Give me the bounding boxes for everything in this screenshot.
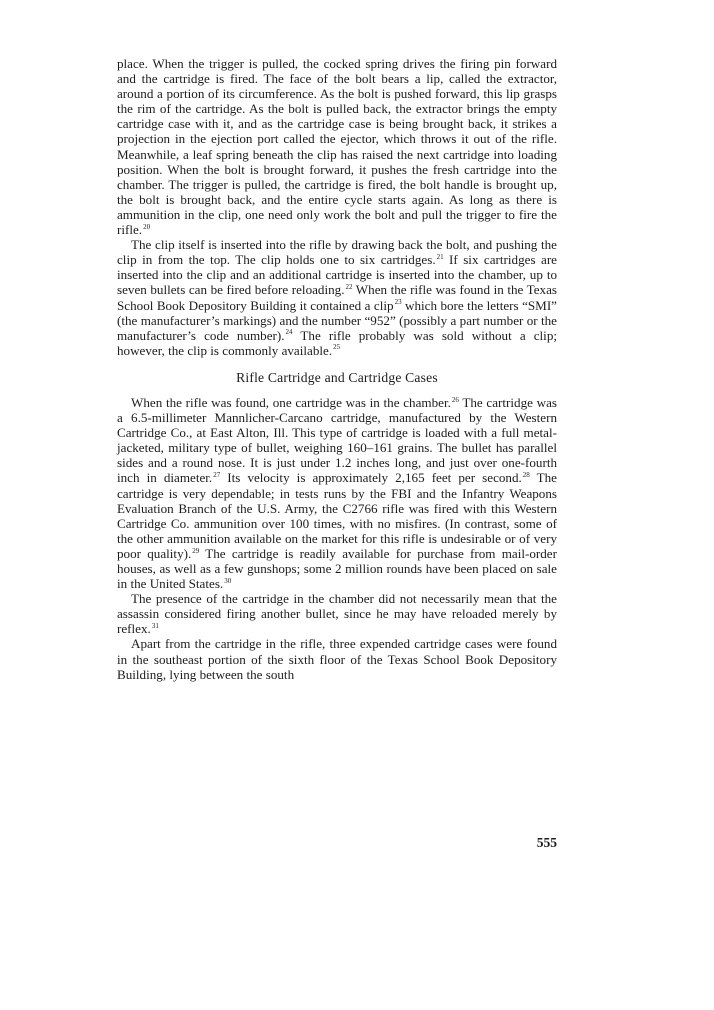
text-segment: place. When the trigger is pulled, the cocked spring drives the firing pin forward and the cartridge is fired. The face of the bolt bears a lip, called the extractor, around a portion of its circumference. As the bolt is pushed forward, this lip grasps the rim of the cartridge. As the bolt is pulled back, the extractor brings the empty cartridge case with it, and as the cartridge case is being brought back, it strikes a projection in the ejection port called the ejector, which throws it out of the rifle. Meanwhile, a leaf spring beneath the clip has raised the next cartridge into loading position. When the bolt is brought forward, it pushes the fresh cartridge into the chamber. The trigger is pulled, the cartridge is fired, the bolt handle is brought up, the bolt is brought back, and the entire cycle starts again. As long as there is ammunition in the clip, one need only work the bolt and pull the trigger to fire the rifle.	[117, 56, 557, 238]
footnote-ref: 26	[451, 395, 459, 404]
footnote-ref: 31	[151, 622, 159, 631]
document-page	[117, 56, 557, 682]
footnote-ref: 20	[143, 222, 151, 231]
footnote-ref: 29	[192, 546, 200, 555]
footnote-ref: 21	[436, 252, 444, 261]
text-segment: Its velocity is approximately 2,165 feet per second.	[220, 470, 522, 486]
text-segment: The cartridge was a 6.5-millimeter Mannlicher-Carcano cartridge, manufactured by the Western Cartridge Co., at East Alton, Ill. This type of cartridge is loaded with a full metal-jacketed, military type of bullet, weighing 160–161 grains. The bullet has parallel sides and a round nose. It is just under 1.2 inches long, and just over one-fourth inch in diameter.	[117, 394, 557, 486]
section-heading: Rifle Cartridge and Cartridge Cases	[236, 369, 438, 385]
text-segment: The cartridge is readily available for purchase from mail-order houses, as well as a few gunshops; some 2 million rounds have been placed on sale in the United States.	[117, 545, 557, 592]
footnote-ref: 24	[285, 328, 293, 337]
text-segment: Apart from the cartridge in the rifle, three expended cartridge cases were found in the southeast portion of the sixth floor of the Texas School Book Depository Building, lying between the south	[117, 636, 557, 682]
footnote-ref: 25	[333, 343, 341, 352]
paragraph-cartridge-in-chamber	[117, 591, 557, 636]
text-segment: The rifle probably was sold without a clip; however, the clip is commonly available.	[117, 327, 558, 358]
page-number: 555	[536, 835, 557, 850]
text-segment: The clip itself is inserted into the rifle by drawing back the bolt, and pushing the clip in from the top. The clip holds one to six cartridges.	[117, 237, 557, 268]
text-segment: When the rifle was found, one cartridge was in the chamber.	[131, 394, 451, 410]
footnote-ref: 22	[345, 283, 353, 292]
paragraph-clip-insertion	[117, 237, 557, 358]
paragraph-expended-cases	[117, 636, 557, 681]
footnote-ref: 23	[394, 298, 402, 307]
text-segment: If six cartridges are inserted into the clip and an additional cartridge is inserted into the chamber, up to seven bullets can be fired before reloading.	[117, 252, 557, 298]
text-segment: The presence of the cartridge in the chamber did not necessarily mean that the assassin considered firing another bullet, since he may have reloaded merely by reflex.	[117, 591, 557, 637]
footnote-ref: 27	[213, 471, 221, 480]
paragraph-rifle-firing-cycle	[117, 56, 557, 237]
paragraph-cartridge-description	[117, 395, 557, 591]
text-segment: The cartridge is very dependable; in tests runs by the FBI and the Infantry Weapons Evaluation Branch of the U.S. Army, the C2766 rifle was fired with this Western Cartridge Co. ammunition over 100 times, with no misfires. (In contrast, some of the other ammunition available on the market for this rifle is undesirable or of very poor quality).	[117, 470, 557, 561]
footnote-ref: 28	[522, 471, 530, 480]
text-segment: which bore the letters “SMI” (the manufacturer’s markings) and the number “952” (possibly a part number or the manufacturer’s code number).	[117, 297, 557, 343]
footnote-ref: 30	[224, 576, 232, 585]
text-segment: When the rifle was found in the Texas School Book Depository Building it contained a clip	[117, 282, 557, 313]
